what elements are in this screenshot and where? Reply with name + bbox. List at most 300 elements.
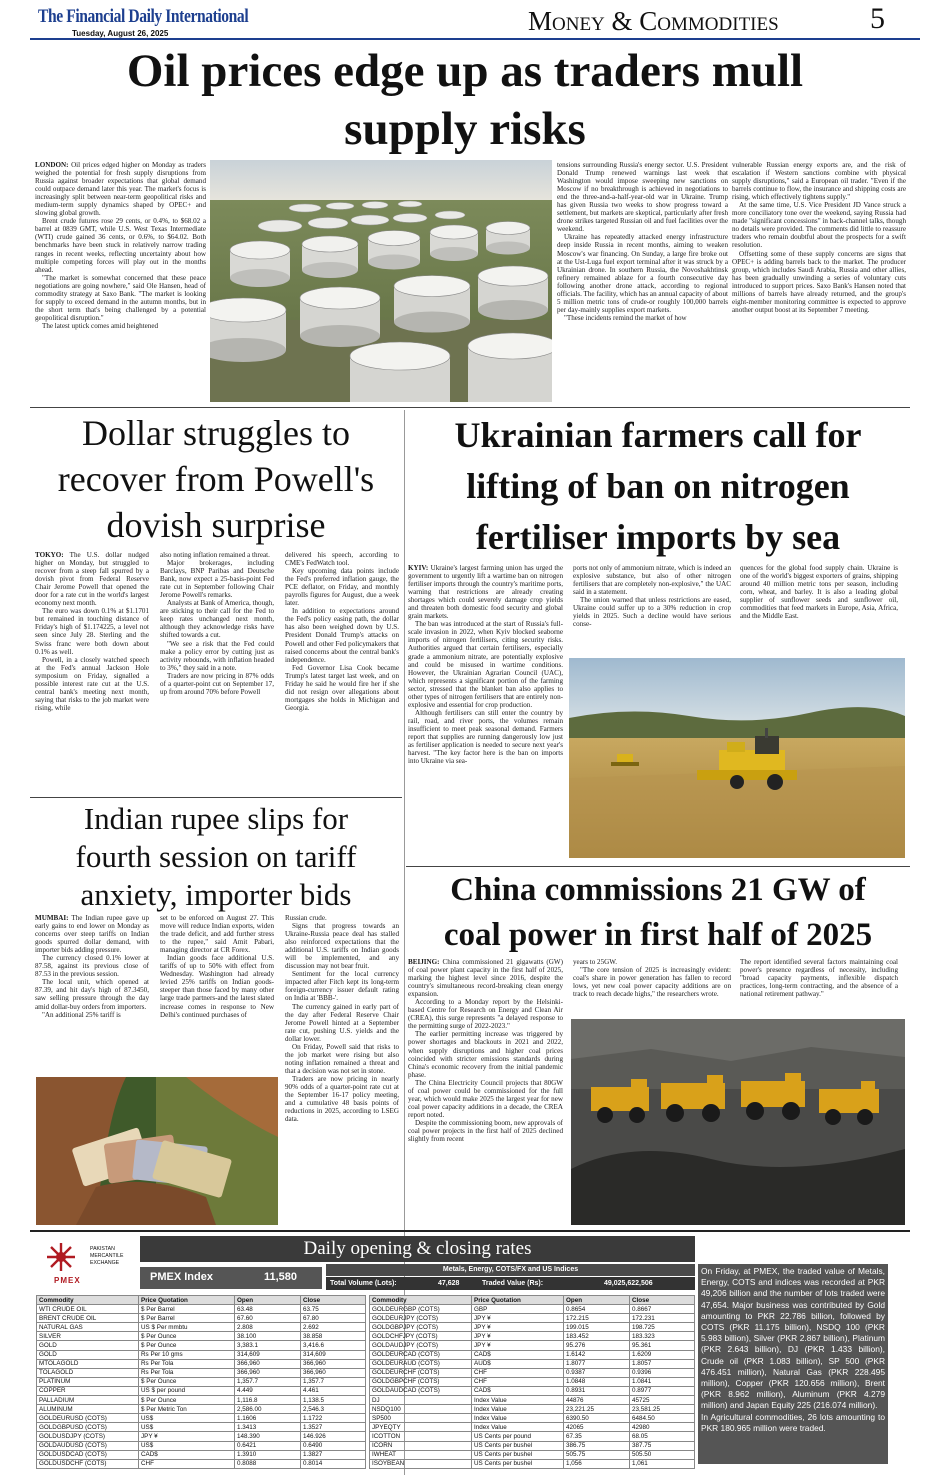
close-cell: 314,609	[301, 1350, 366, 1359]
close-cell: 42980	[630, 1423, 695, 1432]
rupee-headline-line-1: Indian rupee slips for	[83, 801, 349, 836]
close-cell: 63.75	[301, 1305, 366, 1314]
close-cell: 1,061	[630, 1459, 695, 1468]
dateline: BEIJING:	[408, 958, 440, 966]
table-row	[37, 1332, 366, 1341]
table-row	[370, 1423, 695, 1432]
close-cell: 505.50	[630, 1450, 695, 1459]
table-row	[370, 1368, 695, 1377]
commodity-cell: TOLAGOLD	[37, 1368, 139, 1377]
section-title: Money & Commodities	[528, 6, 779, 36]
table-row	[370, 1305, 695, 1314]
open-cell: 23,221.25	[564, 1405, 630, 1414]
table-row	[37, 1405, 366, 1414]
quotation-cell: US Cents per bushel	[472, 1450, 564, 1459]
coal-mine-illustration	[571, 1019, 905, 1225]
open-cell: 0.8088	[235, 1459, 301, 1468]
paragraph: Indian goods face additional U.S. tariffs of up to 50% with effect from Wednesday. Washington had already levied 25% tariffs on Indian goods-steeper than those faced by many other large trade partners-and the latest slated increase comes in response to New Delhi's continued purchases of	[160, 954, 274, 1019]
paragraph: The China Electricity Council projects that 80GW of coal power could be commissioned for the full year, which would make 2025 the largest year for new coal power capacity additions in a decade, the CREA report noted.	[408, 1078, 563, 1119]
traded-value: 49,025,622,506	[604, 1280, 653, 1287]
commodity-cell: SILVER	[37, 1332, 139, 1341]
dollar-headline-line-2: recover from Powell's	[57, 459, 375, 499]
table-row	[37, 1314, 366, 1323]
quotation-cell: JPY ¥	[472, 1341, 564, 1350]
pmex-index-box	[140, 1267, 322, 1289]
wheat-harvest-photo	[569, 658, 905, 858]
open-cell: 67.35	[564, 1432, 630, 1441]
table-row	[370, 1441, 695, 1450]
open-cell: 148.390	[235, 1432, 301, 1441]
open-cell: 38.100	[235, 1332, 301, 1341]
rupee-notes-photo	[36, 1077, 278, 1225]
commodity-cell: GOLDUSDJPY (COTS)	[37, 1432, 139, 1441]
table-row	[370, 1323, 695, 1332]
close-cell: 366,960	[301, 1368, 366, 1377]
rupee-headline	[30, 800, 402, 914]
table-row	[37, 1323, 366, 1332]
quotation-cell: JPY ¥	[472, 1323, 564, 1332]
table-header-row	[370, 1296, 695, 1305]
pmex-logo-line-2: MERCANTILE	[90, 1253, 124, 1259]
china-headline-line-2: coal power in first half of 2025	[443, 917, 873, 953]
close-cell: 198.725	[630, 1323, 695, 1332]
ukraine-column-3	[740, 564, 898, 656]
paragraph: "An additional 25% tariff is	[42, 1010, 121, 1019]
china-headline-line-1: China commissions 21 GW of	[450, 872, 866, 908]
quotation-cell: $ Per Metric Ton	[139, 1405, 235, 1414]
commodity-cell: ISOYBEAN	[370, 1459, 472, 1468]
commodity-cell: COPPER	[37, 1386, 139, 1395]
quotation-cell: JPY ¥	[472, 1314, 564, 1323]
table-row	[37, 1423, 366, 1432]
rates-table-left	[36, 1295, 366, 1469]
paragraph: The currency closed 0.1% lower at 87.58, against its previous close of 87.53 in the previous session.	[35, 954, 149, 979]
dateline: LONDON:	[35, 161, 69, 169]
quotation-cell: Rs Per Tola	[139, 1368, 235, 1377]
summary-paragraph: On Friday, at PMEX, the traded value of Metals, Energy, COTS and indices was recorded at PKR 49,206 billion and the number of lots traded were 47,654. Major business was contributed by Gold amounting to PKR 22.786 billion, followed by COTS (PKR 11.175 billion), NSDQ 100 (PKR 5.983 billion), Silver (PKR 2.867 billion), Platinum (PKR 2.643 billion), DJ (PKR 1.433 billion), Crude oil (PKR 1.083 billion), SP 500 (PKR 476.451 million), Natural Gas (PKR 228.495 million), Copper (PKR 120.656 million), Brent (PKR 8.962 million), Aluminum (PKR 4.279 million) and Japan Equity 225 (216.074 million).	[701, 1266, 885, 1411]
ukraine-headline-line-1: Ukrainian farmers call for	[454, 415, 862, 455]
table-row	[370, 1450, 695, 1459]
table-row	[370, 1341, 695, 1350]
table-body	[37, 1305, 366, 1469]
close-cell: 1.3827	[301, 1450, 366, 1459]
masthead-rule	[30, 38, 920, 40]
close-cell: 0.9396	[630, 1368, 695, 1377]
paragraph: Traders are now pricing in 87% odds of a quarter-point cut on September 17, up from around 70% before Powell	[160, 671, 274, 696]
pmex-logo-abbr: PMEX	[54, 1276, 81, 1285]
quotation-cell: AUD$	[472, 1359, 564, 1368]
dollar-headline	[30, 410, 402, 548]
commodity-cell: NATURAL GAS	[37, 1323, 139, 1332]
open-cell: 505.75	[564, 1450, 630, 1459]
commodity-cell: SP500	[370, 1414, 472, 1423]
dollar-headline-line-1: Dollar struggles to	[82, 413, 350, 453]
paragraph: Fed Governor Lisa Cook became Trump's latest target last week, and on Friday he said he would fire her if she did not resign over allegations about mortgages she holds in Michigan and Georgia.	[285, 663, 399, 712]
open-cell: 63.48	[235, 1305, 301, 1314]
quotation-cell: Index Value	[472, 1396, 564, 1405]
quotation-cell: US $ Per mmbtu	[139, 1323, 235, 1332]
paragraph: China commissioned 21 gigawatts (GW) of coal power plant capacity in the first half of 2025, marking the highest level since 2016, despite the country's simultaneous record-breaking clean energy expansion.	[408, 958, 563, 999]
table-row	[37, 1396, 366, 1405]
open-cell: 1,357.7	[235, 1377, 301, 1386]
paragraph: The earlier permitting increase was triggered by power shortages and blackouts in 2021 and 2022, when supply disruptions and higher coal prices coincided with stricter emissions standards during China's economic recovery from the initial pandemic phase.	[408, 1030, 563, 1079]
section-divider	[30, 797, 402, 798]
paragraph: "The core tension of 2025 is increasingly evident: coal's share in power generation has fallen to record lows, yet new coal power capacity additions are on track to reach decade highs," the researchers wrote.	[573, 966, 731, 999]
commodity-cell: GOLDEURAUD (COTS)	[370, 1359, 472, 1368]
dateline: MUMBAI:	[35, 914, 69, 922]
open-cell: 3,383.1	[235, 1341, 301, 1350]
close-cell: 0.8977	[630, 1386, 695, 1395]
table-row	[370, 1359, 695, 1368]
commodity-cell: GOLDEURJPY (COTS)	[370, 1314, 472, 1323]
pmex-summary-box	[698, 1264, 888, 1464]
paragraph: Key upcoming data points include the Fed's preferred inflation gauge, the PCE deflator, on Friday, and monthly payrolls figures for August, due a week later.	[285, 567, 399, 608]
close-cell: 45725	[630, 1396, 695, 1405]
paragraph: Ukraine's largest farming union has urged the government to urgently lift a wartime ban on nitrogen fertiliser imports through the country's maritime ports, warning that restrictions are already creating shortages which could severely damage crop yields and threaten both domestic food security and global grain markets.	[408, 564, 563, 621]
paragraph: set to be enforced on August 27. This move will reduce Indian exports, widen the trade deficit, and add further stress to the rupee," said Amit Pabari, managing director at CR Forex.	[160, 914, 274, 955]
close-cell: 387.75	[630, 1441, 695, 1450]
paragraph: Ukraine has repeatedly attacked energy infrastructure deep inside Russia in recent months, aiming to weaken Moscow's war financing. On Sunday, a large fire broke out at the Ust-Luga fuel export terminal after it was struck by a Ukrainian drone. In southern Russia, the Novoshakhtinsk refinery remained ablaze for a fourth consecutive day following another drone attack, according to regional officials. The facility, which has an annual capacity of about 5 million metric tons of crude-or roughly 100,000 barrels per day-mainly supplies export markets.	[557, 233, 728, 314]
dollar-column-2	[160, 551, 274, 794]
open-cell: 4.449	[235, 1386, 301, 1395]
open-cell: 314,609	[235, 1350, 301, 1359]
column-header: Close	[301, 1296, 366, 1305]
paragraph: Russian crude.	[285, 914, 327, 922]
open-cell: 44876	[564, 1396, 630, 1405]
dateline: TOKYO:	[35, 551, 64, 559]
ukraine-headline	[406, 410, 910, 563]
rupee-column-1	[35, 914, 149, 1074]
quotation-cell: US Cents per pound	[472, 1432, 564, 1441]
close-cell: 1,357.7	[301, 1377, 366, 1386]
volume-bar	[326, 1277, 695, 1290]
masthead	[0, 0, 945, 40]
paragraph: The ban was introduced at the start of Russia's full-scale invasion in 2022, when Kyiv blocked seaborne imports of nitrogen fertilisers, citing security risks. Authorities argued that certain fertilisers, especially grade a ammonium nitrate, are potentially explosive and could be misused in wartime conditions. However, the Ukrainian Agrarian Council (UAC), which represents a significant portion of the farming sector, stressed that the blanket ban also applies to other types of nitrogen fertilisers that are entirely non-explosive and essential for crop production.	[408, 620, 563, 709]
open-cell: 0.8654	[564, 1305, 630, 1314]
paragraph: The latest uptick comes amid heightened	[42, 321, 159, 330]
paragraph: The euro was down 0.1% at $1.1701 but remained in touching distance of Friday's high of $1.174225, a level not seen since July 28. Sterling and the Swiss franc were both down about 0.1% as well.	[35, 607, 149, 656]
table-row	[370, 1432, 695, 1441]
table-row	[37, 1368, 366, 1377]
open-cell: 1.1606	[235, 1414, 301, 1423]
close-cell: 68.05	[630, 1432, 695, 1441]
open-cell: 0.8931	[564, 1386, 630, 1395]
close-cell: 2.692	[301, 1323, 366, 1332]
quotation-cell: US$	[139, 1414, 235, 1423]
quotation-cell: $ Per Barrel	[139, 1305, 235, 1314]
open-cell: 1,116.8	[235, 1396, 301, 1405]
close-cell: 1,138.5	[301, 1396, 366, 1405]
quotation-cell: $ Per Ounce	[139, 1332, 235, 1341]
close-cell: 1.1722	[301, 1414, 366, 1423]
issue-date: Tuesday, August 26, 2025	[72, 29, 169, 38]
commodity-cell: WTI CRUDE OIL	[37, 1305, 139, 1314]
ukraine-headline-line-3: fertiliser imports by sea	[475, 517, 841, 557]
table-row	[370, 1396, 695, 1405]
table-row	[370, 1459, 695, 1468]
oil-headline-line-2: supply risks	[344, 103, 586, 155]
commodity-cell: GOLDEURCAD (COTS)	[370, 1350, 472, 1359]
commodity-cell: GOLDAUDJPY (COTS)	[370, 1341, 472, 1350]
paragraph: At the same time, U.S. Vice President JD Vance struck a more conciliatory tone over the weekend, saying Russia had made "significant concessions" in back-channel talks, though no details were provided. The comments did little to reassure traders who remain doubtful about the prospects for a swift resolution.	[732, 201, 906, 250]
paragraph: On Friday, Powell said that risks to the job market were rising but also noting inflation remained a threat and that a decision was not set in stone.	[285, 1042, 399, 1075]
table-row	[37, 1432, 366, 1441]
close-cell: 23,581.25	[630, 1405, 695, 1414]
paragraph: The U.S. dollar nudged higher on Monday, but struggled to recover from a steep fall spurred by a dovish pivot from Federal Reserve Chair Jerome Powell that opened the door for a rate cut in the world's largest economy next month.	[35, 551, 149, 608]
ukraine-column-2	[573, 564, 731, 656]
paragraph: tensions surrounding Russia's energy sector. U.S. President Donald Trump renewed warnings last week that Washington would impose sweeping new sanctions on Moscow if no breakthrough is achieved in negotiations to end the three-and-a-half-year-old war in Ukraine. Trump has given Russia two weeks to show progress toward a settlement, but markets are skeptical, particularly after fresh drone strikes targeted Russian oil and fuel facilities over the weekend.	[557, 161, 728, 234]
close-cell: 1.0841	[630, 1377, 695, 1386]
section-divider	[30, 407, 910, 408]
table-row	[37, 1305, 366, 1314]
open-cell: 183.452	[564, 1332, 630, 1341]
quotation-cell: US$	[139, 1423, 235, 1432]
commodity-cell: GOLD	[37, 1341, 139, 1350]
quotation-cell: US $ per pound	[139, 1386, 235, 1395]
banknotes-illustration	[36, 1077, 278, 1225]
commodity-cell: GOLDAUDCAD (COTS)	[370, 1386, 472, 1395]
paragraph: The union warned that unless restrictions are eased, Ukraine could suffer up to a 30% reduction in crop yields in 2025. Such a decline would have serious conse-	[573, 596, 731, 629]
quotation-cell: CHF	[472, 1377, 564, 1386]
dollar-column-1	[35, 551, 149, 794]
paragraph: According to a Monday report by the Helsinki-based Centre for Research on Energy and Clean Air (CREA), this surge represents "a delayed response to the permitting surge of 2022-2023."	[408, 998, 563, 1031]
table-row	[370, 1350, 695, 1359]
volume-value: 47,628	[438, 1280, 460, 1287]
table-row	[37, 1386, 366, 1395]
quotation-cell: Index Value	[472, 1414, 564, 1423]
commodity-cell: IWHEAT	[370, 1450, 472, 1459]
paragraph: Analysts at Bank of America, though, are sticking to their call for the Fed to keep rates unchanged next month, although they acknowledge risks have shifted towards a cut.	[160, 599, 274, 640]
open-cell: 2.808	[235, 1323, 301, 1332]
quotation-cell: $ Per Ounce	[139, 1341, 235, 1350]
commodity-cell: GOLDEURGBP (COTS)	[370, 1305, 472, 1314]
close-cell: 95.361	[630, 1341, 695, 1350]
china-headline	[406, 868, 910, 958]
rates-table-right	[369, 1295, 695, 1469]
rupee-column-2	[160, 914, 274, 1074]
commodity-cell: PLATINUM	[37, 1377, 139, 1386]
table-row	[370, 1414, 695, 1423]
commodity-cell: GOLDUSDCAD (COTS)	[37, 1450, 139, 1459]
commodity-cell: GOLDCHFJPY (COTS)	[370, 1332, 472, 1341]
rupee-headline-line-2: fourth session on tariff	[75, 839, 357, 874]
open-cell: 366,960	[235, 1359, 301, 1368]
commodity-cell: GOLDAUDUSD (COTS)	[37, 1441, 139, 1450]
open-cell: 67.60	[235, 1314, 301, 1323]
paragraph: In addition to expectations around the Fed's policy easing path, the dollar has also been weighed down by U.S. President Donald Trump's attacks on Powell and other Fed policymakers that raised concerns about the central bank's independence.	[285, 607, 399, 664]
table-row	[37, 1377, 366, 1386]
paragraph: "These incidents remind the market of how	[564, 313, 687, 322]
close-cell: 2,546.3	[301, 1405, 366, 1414]
paragraph: "The market is somewhat concerned that these peace negotiations are going nowhere," said Ole Hansen, head of commodity strategy at Saxo Bank. "The market is looking for supply to exceed demand in the autumn months, but in the short term that's being challenged by a potential geopolitical disruption."	[35, 273, 206, 322]
paragraph: Signs that progress towards an Ukraine-Russia peace deal has stalled also reinforced expectations that the additional U.S. tariffs on Indian goods will be implemented, and any discussion may not bear fruit.	[285, 922, 399, 971]
table-header-row	[37, 1296, 366, 1305]
commodity-cell: PALLADIUM	[37, 1396, 139, 1405]
commodity-cell: BRENT CRUDE OIL	[37, 1314, 139, 1323]
column-header: Price Quotation	[139, 1296, 235, 1305]
coal-trucks-photo	[571, 1019, 905, 1225]
paragraph: quences for the global food supply chain. Ukraine is one of the world's biggest exporters of grains, shipping around 40 million metric tons per season, including corn, wheat, and barley. It is also a leading global supplier of sunflower seeds and sunflower oil, commodities that feed markets in Europe, Asia, Africa, and the Middle East.	[740, 564, 898, 621]
close-cell: 1.8057	[630, 1359, 695, 1368]
section-divider	[406, 866, 910, 867]
paragraph: The local unit, which opened at 87.39, and hit day's high of 87.3450, saw selling pressure through the day amid dollar-buy orders from importers.	[35, 978, 149, 1011]
quotation-cell: JPY ¥	[472, 1332, 564, 1341]
quotation-cell: JPY ¥	[139, 1432, 235, 1441]
open-cell: 42065	[564, 1423, 630, 1432]
oil-column-2	[557, 161, 728, 405]
table-row	[370, 1405, 695, 1414]
close-cell: 67.80	[301, 1314, 366, 1323]
paragraph: Brent crude futures rose 29 cents, or 0.4%, to $68.02 a barrel at 0839 GMT, while U.S. West Texas Intermediate (WTI) crude gained 36 cents, or 0.6%, to $64.02. Both benchmarks have been stuck in relatively narrow trading ranges in recent weeks, reflecting uncertainty about how multiple competing forces will play out in the months ahead.	[35, 217, 206, 274]
close-cell: 0.8667	[630, 1305, 695, 1314]
pmex-logo-line-1: PAKISTAN	[90, 1246, 115, 1252]
quotation-cell: Index Value	[472, 1423, 564, 1432]
close-cell: 4.461	[301, 1386, 366, 1395]
rupee-column-3	[285, 914, 399, 1228]
paragraph: also noting inflation remained a threat.	[160, 551, 270, 559]
paragraph: "We see a risk that the Fed could make a policy error by cutting just as activity rebounds, with inflation headed to 3%," they said in a note.	[160, 639, 274, 672]
quotation-cell: US$	[139, 1441, 235, 1450]
quotation-cell: Rs Per 10 gms	[139, 1350, 235, 1359]
harvester-illustration	[569, 658, 905, 858]
pmex-index-value: 11,580	[264, 1271, 298, 1283]
table-row	[37, 1341, 366, 1350]
paragraph: years to 25GW.	[573, 958, 618, 966]
close-cell: 1.6209	[630, 1350, 695, 1359]
dateline: KYIV:	[408, 564, 429, 572]
open-cell: 1,056	[564, 1459, 630, 1468]
dollar-headline-line-3: dovish surprise	[106, 505, 326, 545]
column-header: Commodity	[370, 1296, 472, 1305]
commodity-cell: GOLDGBPCHF (COTS)	[370, 1377, 472, 1386]
commodity-cell: GOLDGBPUSD (COTS)	[37, 1423, 139, 1432]
close-cell: 172.231	[630, 1314, 695, 1323]
close-cell: 1.3527	[301, 1423, 366, 1432]
open-cell: 0.9387	[564, 1368, 630, 1377]
oil-headline	[30, 42, 900, 158]
open-cell: 199.015	[564, 1323, 630, 1332]
open-cell: 172.215	[564, 1314, 630, 1323]
paragraph: The Indian rupee gave up early gains to end lower on Monday as concerns over steep tariffs on Indian goods spurred dollar demand, with importer bids adding pressure.	[35, 914, 149, 955]
open-cell: 1.6142	[564, 1350, 630, 1359]
commodity-cell: GOLD	[37, 1350, 139, 1359]
paragraph: vulnerable Russian energy exports are, and the risk of escalation if Western sanctions combine with physical supply disruptions," said a European oil trader. "Even if the barrels continue to flow, the insurance and shipping costs are rising, which effectively tightens supply."	[732, 161, 906, 202]
open-cell: 6390.50	[564, 1414, 630, 1423]
pmex-logo-line-3: EXCHANGE	[90, 1260, 120, 1266]
commodity-cell: JPYEQTY	[370, 1423, 472, 1432]
oil-column-3	[732, 161, 906, 405]
table-row	[37, 1350, 366, 1359]
column-header: Open	[235, 1296, 301, 1305]
quotation-cell: Index Value	[472, 1405, 564, 1414]
china-column-3	[740, 958, 898, 1018]
close-cell: 366,960	[301, 1359, 366, 1368]
close-cell: 3,416.6	[301, 1341, 366, 1350]
oil-tanks-illustration	[210, 160, 552, 402]
table-row	[370, 1314, 695, 1323]
quotation-cell: CAD$	[472, 1350, 564, 1359]
open-cell: 95.276	[564, 1341, 630, 1350]
paper-name: The Financial Daily International	[38, 6, 249, 27]
open-cell: 0.6421	[235, 1441, 301, 1450]
paragraph: Offsetting some of these supply concerns are signs that OPEC+ is adding barrels back to the market. The producer group, which includes Saudi Arabia, Russia and other allies, has been gradually unwinding a series of voluntary cuts introduced to support prices. Saxo Bank's Hansen noted that millions of barrels have already returned, and the group's eight-member monitoring committee is expected to approve another output boost at its September 7 meeting.	[732, 249, 906, 314]
quotation-cell: CAD$	[139, 1450, 235, 1459]
table-row	[37, 1450, 366, 1459]
table-row	[370, 1386, 695, 1395]
quotation-cell: US Cents per bushel	[472, 1459, 564, 1468]
oil-headline-line-1: Oil prices edge up as traders mull	[126, 45, 804, 97]
rupee-headline-line-3: anxiety, importer bids	[80, 877, 352, 912]
close-cell: 146.926	[301, 1432, 366, 1441]
quotation-cell: $ Per Ounce	[139, 1396, 235, 1405]
oil-column-1	[35, 161, 206, 407]
open-cell: 1.0848	[564, 1377, 630, 1386]
pmex-logo	[38, 1238, 134, 1294]
close-cell: 6484.50	[630, 1414, 695, 1423]
quotation-cell: US Cents per bushel	[472, 1441, 564, 1450]
quotation-cell: CHF	[472, 1368, 564, 1377]
commodity-cell: GOLDEURCHF (COTS)	[370, 1368, 472, 1377]
table-row	[370, 1332, 695, 1341]
commodity-cell: ICOTTON	[370, 1432, 472, 1441]
quotation-cell: Rs Per Tola	[139, 1359, 235, 1368]
table-body	[370, 1305, 695, 1469]
page-number: 5	[870, 2, 885, 35]
table-row	[37, 1441, 366, 1450]
paragraph: Oil prices edged higher on Monday as traders weighed the potential for fresh supply disruptions from Russia against broader expectations that global demand could outpace demand later this year. The market's focus is increasingly split between near-term geopolitical risks and medium-term supply dynamics shaped by OPEC+ and slowing global growth.	[35, 161, 206, 218]
summary-paragraph: In Agricultural commodities, 26 lots amounting to PKR 180.965 million were traded.	[701, 1411, 885, 1433]
paragraph: delivered his speech, according to CME's FedWatch tool.	[285, 551, 399, 568]
china-column-2	[573, 958, 731, 1018]
table-row	[37, 1459, 366, 1468]
paragraph: Despite the commissioning boom, new approvals of coal power projects in the first half of 2025 declined slightly from recent	[408, 1118, 563, 1144]
commodity-cell: NSDQ100	[370, 1405, 472, 1414]
table-row	[370, 1377, 695, 1386]
volume-label: Total Volume (Lots):	[330, 1280, 397, 1287]
column-header: Open	[564, 1296, 630, 1305]
paragraph: Major brokerages, including Barclays, BNP Paribas and Deutsche Bank, now expect a 25-basis-point Fed rate cut in September following Chair Jerome Powell's remarks.	[160, 559, 274, 600]
commodity-cell: GOLDEURUSD (COTS)	[37, 1414, 139, 1423]
rates-title: Daily opening & closing rates	[140, 1236, 695, 1262]
quotation-cell: $ Per Ounce	[139, 1377, 235, 1386]
column-header: Price Quotation	[472, 1296, 564, 1305]
paragraph: Although fertilisers can still enter the country by rail, road, and river ports, the volumes remain insufficient to meet peak seasonal demand. Farmers report that supplies are running dangerously low just as fertiliser application is needed to secure next year's harvest. "The key factor here is the ban on imports into Ukraine via sea-	[408, 708, 563, 766]
traded-label: Traded Value (Rs):	[482, 1280, 544, 1287]
table-row	[37, 1414, 366, 1423]
rates-subtitle: Metals, Energy, COTS/FX and US Indices	[326, 1264, 695, 1276]
ukraine-headline-line-2: lifting of ban on nitrogen	[466, 466, 850, 506]
paragraph: The currency gained in early part of the day after Federal Reserve Chair Jerome Powell hinted at a September rate cut, pushing U.S. yields and the dollar lower.	[285, 1002, 399, 1043]
oil-storage-tanks-photo	[210, 160, 552, 402]
close-cell: 183.323	[630, 1332, 695, 1341]
commodity-cell: GOLDGBPJPY (COTS)	[370, 1323, 472, 1332]
pmex-star-icon	[46, 1242, 76, 1272]
quotation-cell: CAD$	[472, 1386, 564, 1395]
open-cell: 1.3910	[235, 1450, 301, 1459]
dollar-column-3	[285, 551, 399, 794]
paragraph: Sentiment for the local currency impacted after Fitch kept its long-term foreign-currency issuer default rating on India at 'BBB-'.	[285, 970, 399, 1003]
commodity-cell: ICORN	[370, 1441, 472, 1450]
close-cell: 38.858	[301, 1332, 366, 1341]
commodity-cell: ALUMINUM	[37, 1405, 139, 1414]
close-cell: 0.6490	[301, 1441, 366, 1450]
open-cell: 1.8077	[564, 1359, 630, 1368]
paragraph: Traders are now pricing in nearly 90% odds of a quarter-point rate cut at the September 16-17 policy meeting, and a cumulative 48 basis points of reductions in 2025, according to LSEG data.	[285, 1074, 399, 1124]
paragraph: Powell, in a closely watched speech at the Fed's annual Jackson Hole symposium on Friday, signalled a possible interest rate cut at the U.S. central bank's meeting next month, saying that risks to the job market were rising, while	[35, 655, 149, 712]
commodity-cell: GOLDUSDCHF (COTS)	[37, 1459, 139, 1468]
quotation-cell: CHF	[139, 1459, 235, 1468]
commodity-table	[36, 1295, 366, 1469]
